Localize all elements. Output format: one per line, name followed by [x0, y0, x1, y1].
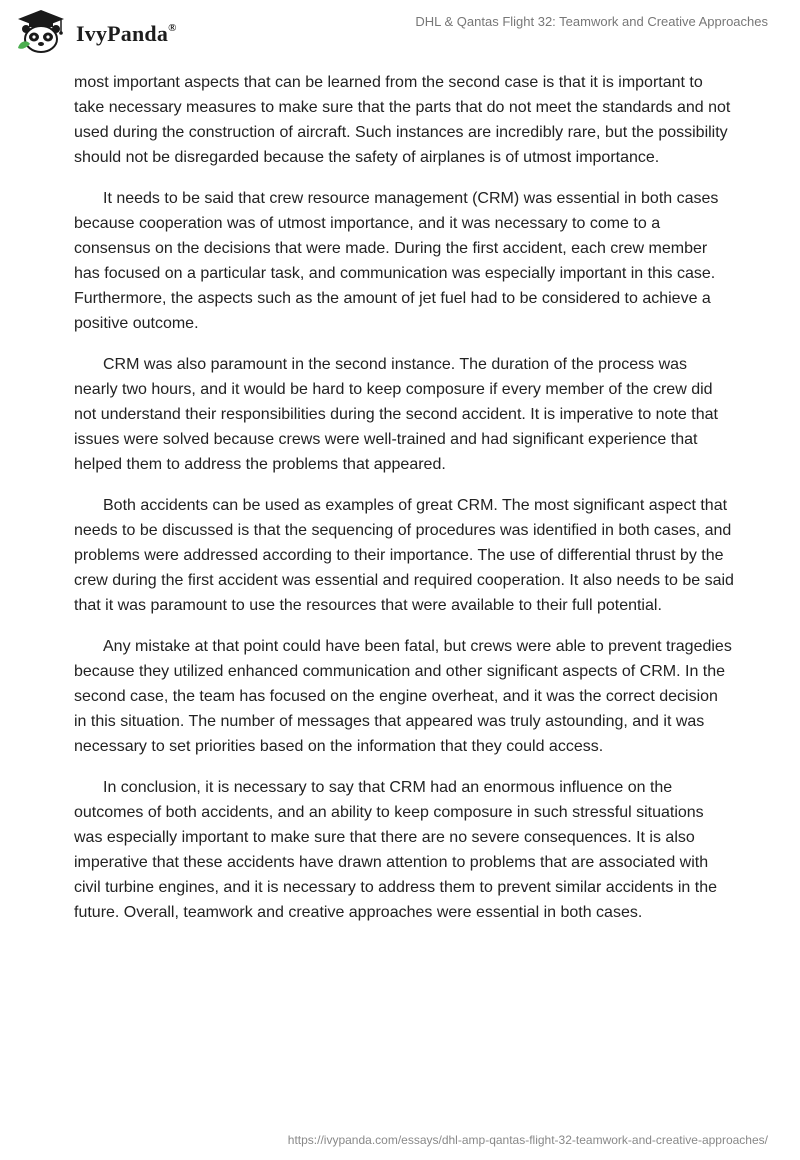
- brand-name: IvyPanda®: [76, 21, 177, 46]
- panda-graduate-icon: [14, 8, 68, 56]
- page-header: [0, 0, 800, 60]
- paragraph: In conclusion, it is necessary to say that CRM had an enormous influence on the outcomes of both accidents, and an ability to keep composure in such stressful situations was especially important to make sure that there are no severe consequences. It is also imperative that these accidents have drawn attention to problems that are associated with civil turbine engines, and it is necessary to address them to prevent similar accidents in the future. Overall, teamwork and creative approaches were essential in both cases.: [74, 779, 717, 921]
- paragraph: Any mistake at that point could have been fatal, but crews were able to prevent tragedies because they utilized enhanced communication and other significant aspects of CRM. In the second case, the team has focused on the engine overheat, and it was the correct decision in this situation. The number of messages that appeared was truly astounding, and it was necessary to set priorities based on the information that they could access.: [74, 638, 732, 755]
- paragraph-continued: most important aspects that can be learned from the second case is that it is important to take necessary measures to make sure that the parts that do not meet the standards and not used during the construction of aircraft. Such instances are incredibly rare, but the possibility should not be disregarded because the safety of airplanes is of utmost importance.: [74, 74, 731, 166]
- document-title: DHL & Qantas Flight 32: Teamwork and Creative Approaches: [415, 14, 768, 29]
- paragraph: CRM was also paramount in the second instance. The duration of the process was nearly two hours, and it would be hard to keep composure if every member of the crew did not understand their responsibilities during the second accident. It is imperative to note that issues were solved because crews were well-trained and had significant experience that helped them to address the problems that appeared.: [74, 356, 718, 473]
- ivypanda-logo[interactable]: [14, 8, 177, 56]
- paragraph: Both accidents can be used as examples of great CRM. The most significant aspect that needs to be discussed is that the sequencing of procedures was identified in both cases, and problems were addressed according to their importance. The use of differential thrust by the crew during the first accident was essential and required cooperation. It also needs to be said that it was paramount to use the resources that were available to their full potential.: [74, 497, 734, 614]
- paragraph: It needs to be said that crew resource management (CRM) was essential in both cases because cooperation was of utmost importance, and it was necessary to come to a consensus on the decisions that were made. During the first accident, each crew member has focused on a particular task, and communication was especially important in this case. Furthermore, the aspects such as the amount of jet fuel had to be considered to achieve a positive outcome.: [74, 190, 719, 332]
- essay-body: [74, 70, 734, 941]
- source-url-link[interactable]: https://ivypanda.com/essays/dhl-amp-qantas-flight-32-teamwork-and-creative-approaches/: [287, 1133, 768, 1147]
